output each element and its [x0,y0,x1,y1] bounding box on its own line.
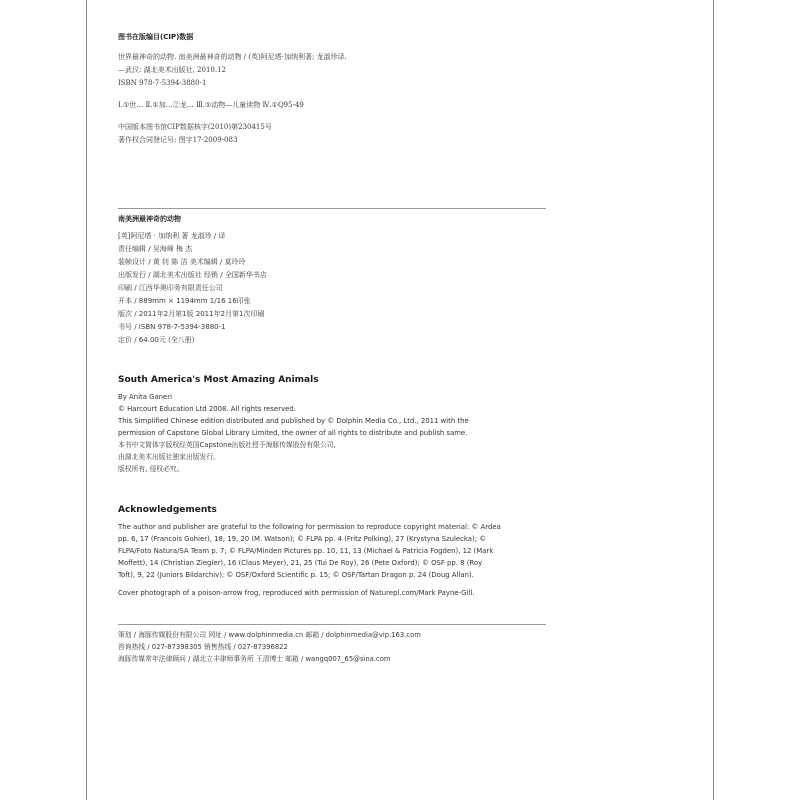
book-info-line: 书号 / ISBN 978-7-5394-3880-1 [118,323,226,331]
cip-heading: 图书在版编目(CIP)数据 [118,33,194,41]
book-info-line: 责任编辑 / 吴海峰 梅 杰 [118,245,193,253]
cip-record-line: 中国版本图书馆CIP数据核字(2010)第230415号 [118,123,272,131]
book-info-line: 出版发行 / 湖北美术出版社 经销 / 全国新华书店 [118,271,267,279]
footer-line: 策划 / 海豚传媒股份有限公司 网址 / www.dolphinmedia.cn 邮箱 / dolphinmedia@vip.163.com [118,631,421,639]
cip-line: —武汉: 湖北美术出版社, 2010.12 [118,66,226,74]
book-info-line: 印刷 / 江西华奥印务有限责任公司 [118,284,223,292]
book-info-line: 版次 / 2011年2月第1版 2011年2月第1次印刷 [118,310,265,318]
book-info-line: 定价 / 64.00元 (全八册) [118,336,195,344]
acknowledgements-title: Acknowledgements [118,505,217,515]
english-line: By Anita Ganeri [118,393,173,401]
chinese-rights-line: 版权所有, 侵权必究。 [118,465,184,473]
chinese-rights-line: 本书中文简体字版权经英国Capstone出版社授予海豚传媒股份有限公司, [118,441,336,449]
cip-record-line: 著作权合同登记号: 图字17-2009-083 [118,136,238,144]
cip-line: 世界最神奇的动物. 南美洲最神奇的动物 / (英)阿尼塔·加纳利著; 龙淑珍译. [118,53,347,61]
book-title: 南美洲最神奇的动物 [118,215,181,223]
acknowledgements-line: pp. 6, 17 (Francois Gohier), 18, 19, 20 (M. Watson); © FLPA pp. 4 (Fritz Polking), 27 (Krystyna Szulecka); © [118,535,487,543]
chinese-rights-line: 由湖北美术出版社独家出版发行。 [118,453,220,461]
acknowledgements-line: The author and publisher are grateful to the following for permission to reproduce copyright material: © Ardea [118,523,501,531]
acknowledgements-section [118,505,501,599]
acknowledgements-line: Toft), 9, 22 (Juniors Bildarchiv); © OSF/Oxford Scientific p. 15; © OSF/Tartan Dragon p. 24 (Doug Allan). [118,571,474,579]
book-info-line: [英]阿尼塔 · 加纳利 著 龙淑珍 / 译 [118,232,226,240]
cover-credit: Cover photograph of a poison-arrow frog, reproduced with permission of Naturepl.com/Mark Payne-Gill. [118,589,475,597]
acknowledgements-line: Moffett), 14 (Christian Ziegler), 16 (Claus Meyer), 21, 25 (Tui De Roy), 26 (Pete Oxford); © OSF pp. 8 (Roy [118,559,483,567]
footer-line: 海豚传媒常年法律顾问 / 湖北立丰律师事务所 王清博士 邮箱 / wangq007_65@sina.com [118,655,391,663]
english-line: © Harcourt Education Ltd 2008. All rights reserved. [118,405,296,413]
divider [118,624,546,625]
english-copyright-section [118,375,469,475]
divider [118,208,546,209]
book-info-line: 装帧设计 / 黄 钊 陈 洁 美术编辑 / 莫玲玲 [118,258,246,266]
english-line: permission of Capstone Global Library Limited, the owner of all rights to distribute and publish same. [118,429,468,437]
footer-line: 咨询热线 / 027-87398305 销售热线 / 027-87396822 [118,643,288,651]
book-info-section [118,213,267,347]
cip-section [118,31,347,147]
cip-line: ISBN 978-7-5394-3880-1 [118,79,207,87]
copyright-page [86,0,714,800]
cip-classification: Ⅰ.①世… Ⅱ.①加…②龙… Ⅲ.①动物—儿童读物 Ⅳ.①Q95-49 [118,101,304,109]
english-line: This Simplified Chinese edition distributed and published by © Dolphin Media Co., Ltd., 2011 with the [118,417,469,425]
book-info-line: 开本 / 889mm × 1194mm 1/16 16印张 [118,297,251,305]
acknowledgements-line: FLPA/Foto Natura/SA Team p. 7; © FLPA/Minden Pictures pp. 10, 11, 13 (Michael & Patricia Fogden), 12 (Mark [118,547,494,555]
english-title: South America's Most Amazing Animals [118,375,319,385]
publisher-footer [118,629,421,665]
